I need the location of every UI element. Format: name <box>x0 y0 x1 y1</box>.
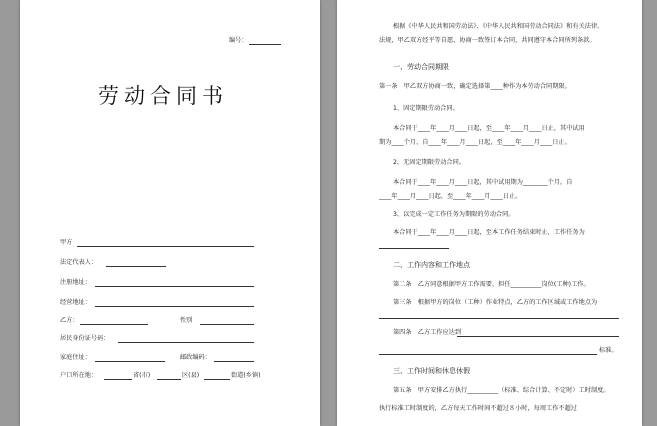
article-5-line-2: 执行标准工时制度的，乙方每天工作时间不超过８小时，每周工作不超过 <box>379 405 577 412</box>
article-4-line-1 <box>457 336 619 337</box>
legal-rep-label: 法定代表人： <box>60 259 98 266</box>
option-2-line-1: 本合同于____年____月____日起，其中试用期为________个月，自 <box>393 179 573 186</box>
contract-body-page <box>337 0 642 426</box>
article-5: 第五条 甲方安排乙方执行__________（标准、综合计算、不定时）工时制度。 <box>393 387 610 394</box>
postcode-line <box>214 361 254 362</box>
option-3-line-1: 本合同于____年____月____日起，至本工作任务结束时止，工作任务为 <box>393 229 585 236</box>
article-4: 第四条 乙方工作应达到 <box>393 329 462 336</box>
legal-rep-line <box>106 266 166 267</box>
contract-number-line <box>249 44 281 45</box>
option-1-line-1: 本合同于____年____月____日起，至____年____月____日止，其中试用 <box>393 125 585 132</box>
article-4-end: 标准。 <box>599 347 618 354</box>
article-3: 第三条 根据甲方的岗位（工种）作业特点，乙方的工作区域或工作地点为 <box>393 299 598 306</box>
gender-line <box>200 324 254 325</box>
page-title: 劳动合同书 <box>98 84 228 108</box>
district-label: 区(县) <box>182 372 200 379</box>
hukou-district-line <box>157 379 181 380</box>
option-2: 2、无固定期限劳动合同。 <box>393 159 465 166</box>
hukou-province-line <box>104 379 132 380</box>
preamble-line-1: 根据《中华人民共和国劳动法》、《中华人民共和国劳动合同法》和有关法律、 <box>393 23 604 30</box>
reg-address-label: 注册地址： <box>60 279 91 286</box>
province-label: 省(市) <box>133 372 151 379</box>
home-address-label: 家庭住址： <box>60 354 91 361</box>
street-label: 街道(乡镇) <box>231 372 261 379</box>
option-2-line-2: ____年____月____日起，至____年____月____日止。 <box>379 193 522 200</box>
section-3-heading: 三、工作时间和休息休假 <box>393 367 470 375</box>
option-3: 3、以完成一定工作任务为期限的劳动合同。 <box>393 211 515 218</box>
reg-address-line <box>95 286 254 287</box>
party-b-line <box>80 324 148 325</box>
option-3-task-line <box>379 248 449 249</box>
biz-address-line <box>95 306 254 307</box>
contract-cover-page <box>20 0 320 426</box>
section-2-heading: 二、工作内容和工作地点 <box>393 261 470 269</box>
article-3-location-line <box>379 318 619 319</box>
home-address-line <box>95 361 165 362</box>
hukou-street-line <box>204 379 230 380</box>
gender-label: 性别 <box>180 317 193 324</box>
section-1-heading: 一、劳动合同期限 <box>393 63 449 71</box>
id-number-label: 居民身份证号码： <box>60 335 110 342</box>
option-1-line-2: 期为____个月，自____年____月____日起，至____年____月____日止。 <box>379 139 571 146</box>
option-1: 1、固定期限劳动合同。 <box>393 105 459 112</box>
id-number-line <box>118 342 254 343</box>
party-b-label: 乙方： <box>60 317 79 324</box>
article-2: 第二条 乙方同意根据甲方工作需要，担任__________岗位(工种)工作。 <box>393 281 590 288</box>
article-4-line-2 <box>379 354 597 355</box>
article-1: 第一条 甲乙双方协商一致，确定选择第____种作为本劳动合同期限。 <box>379 83 571 90</box>
contract-number-label: 编号： <box>229 37 248 44</box>
biz-address-label: 经营地址： <box>60 299 91 306</box>
party-a-label: 甲方 <box>60 239 73 246</box>
hukou-label: 户口所在地： <box>60 372 98 379</box>
postcode-label: 邮政编码： <box>180 354 211 361</box>
party-a-line <box>77 246 254 247</box>
preamble-line-2: 法规，甲乙双方经平等自愿、协商一致签订本合同，共同遵守本合同所列条款。 <box>379 37 596 44</box>
